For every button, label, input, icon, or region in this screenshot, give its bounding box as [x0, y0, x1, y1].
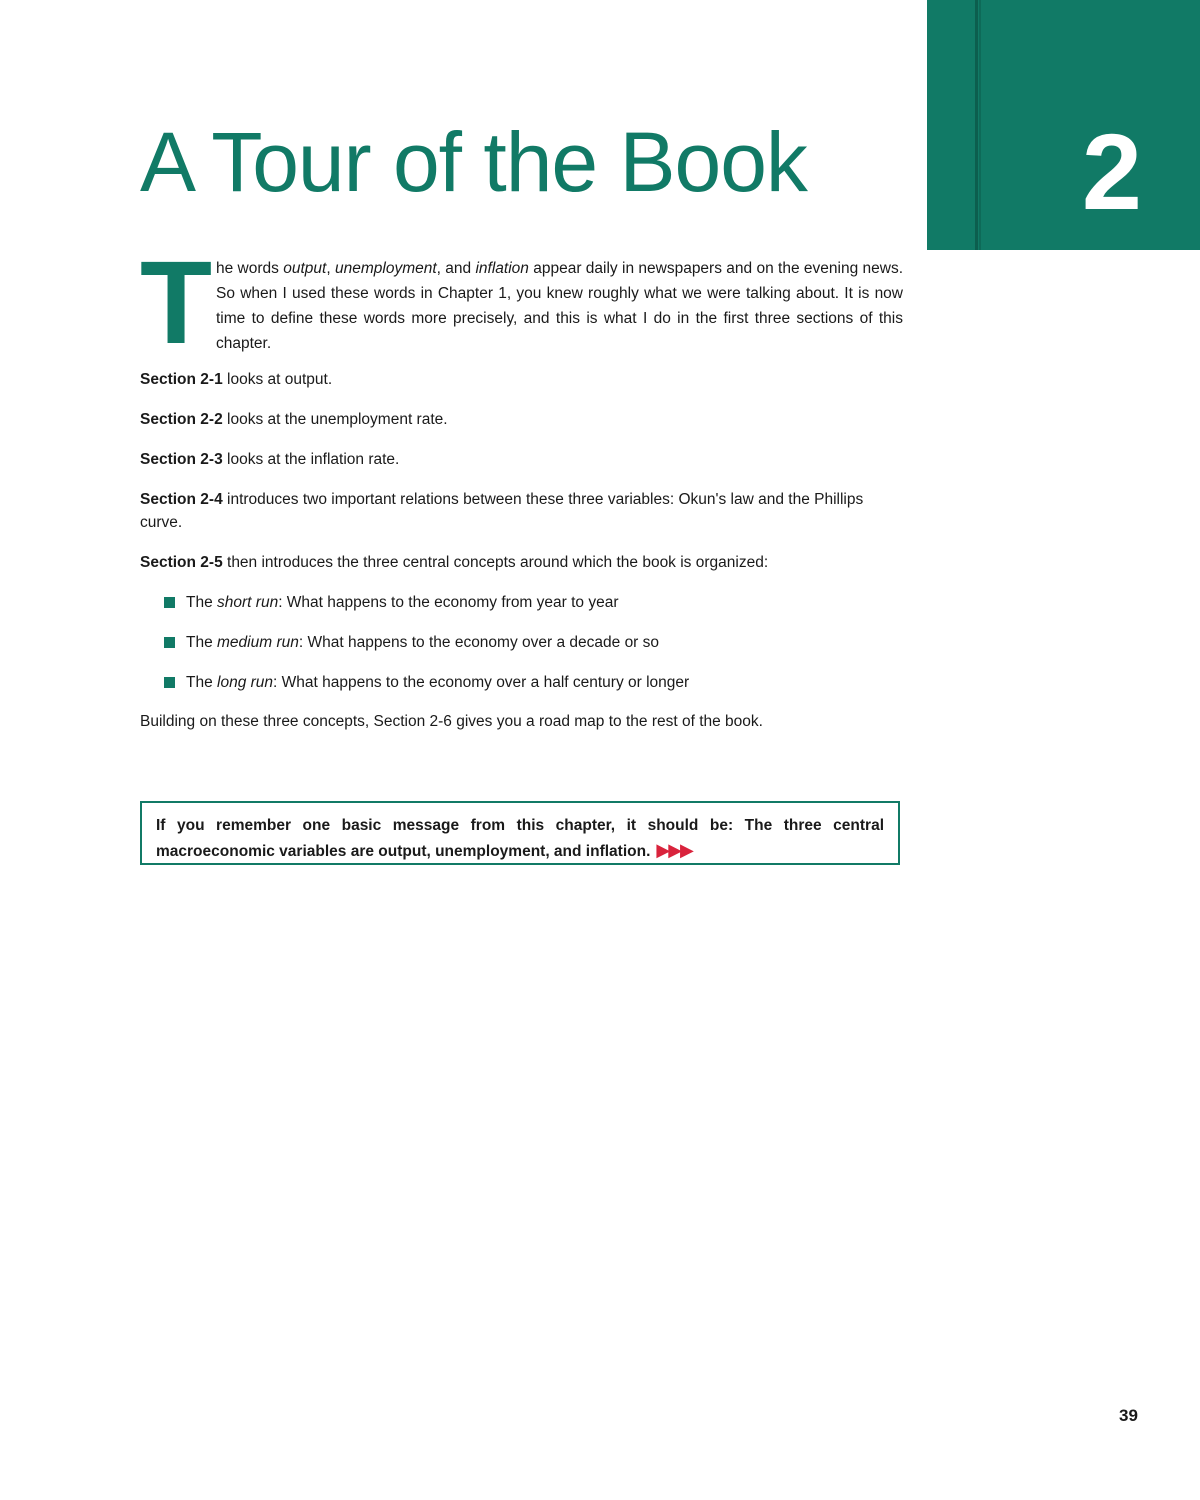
page-number: 39: [1119, 1406, 1138, 1425]
intro-text: appear daily in newspapers and on the evening news. So when I used these words in Chapter 1, you knew roughly what we were talking about. It is now time to define these words more precisely, and this is what I do in the first three sections of this chapter.: [216, 260, 904, 352]
concept-text: The: [186, 674, 218, 691]
concept-text: The: [186, 634, 218, 651]
section-label: Section 2-2: [140, 411, 223, 428]
chapter-number: 2: [1081, 111, 1142, 232]
intro-term-inflation: inflation: [475, 260, 529, 277]
tab-stripe: [979, 0, 981, 250]
section-label: Section 2-3: [140, 451, 223, 468]
section-item: [140, 448, 903, 471]
concept-text: : What happens to the economy from year to year: [278, 594, 619, 611]
section-item: [140, 368, 903, 391]
drop-cap: T: [140, 237, 213, 369]
intro-text: he words: [216, 260, 284, 277]
concept-term: medium run: [217, 634, 299, 651]
chapter-title: A Tour of the Book: [140, 115, 807, 209]
concept-term: short run: [217, 594, 279, 611]
section-text: introduces two important relations between these three variables: Okun's law and the Phillips curve.: [140, 491, 864, 531]
bullet-square-icon: [164, 597, 175, 608]
concept-text: The: [186, 594, 218, 611]
intro-text: ,: [326, 260, 335, 277]
triple-arrow-icon: ▶▶▶: [656, 840, 692, 860]
closing-paragraph: Building on these three concepts, Section 2-6 gives you a road map to the rest of the book.: [140, 713, 763, 730]
concept-text: : What happens to the economy over a decade or so: [298, 634, 660, 651]
section-text: looks at output.: [222, 371, 333, 388]
concept-list: [140, 591, 903, 694]
concept-text: : What happens to the economy over a half century or longer: [273, 674, 690, 691]
section-text: looks at the unemployment rate.: [222, 411, 448, 428]
intro-term-unemployment: unemployment: [334, 260, 437, 277]
section-text: then introduces the three central concepts around which the book is organized:: [222, 554, 769, 571]
section-item: [140, 408, 903, 431]
concept-term: long run: [217, 674, 274, 691]
concept-item: [164, 631, 903, 654]
intro-paragraph: [216, 256, 903, 356]
key-message-text: If you remember one basic message from this chapter, it should be: The three central macroeconomic variables are output, unemployment, and inflation.: [156, 817, 884, 860]
section-text: looks at the inflation rate.: [222, 451, 400, 468]
section-label: Section 2-4: [140, 491, 223, 508]
bullet-square-icon: [164, 637, 175, 648]
section-list: [140, 368, 903, 752]
bullet-square-icon: [164, 677, 175, 688]
section-item: [140, 551, 903, 574]
section-label: Section 2-5: [140, 554, 223, 571]
intro-text: , and: [436, 260, 476, 277]
section-item: [140, 488, 903, 534]
intro-block: [140, 237, 904, 369]
intro-term-output: output: [283, 260, 327, 277]
key-message-box: [140, 801, 900, 865]
chapter-tab: [927, 0, 1200, 250]
tab-stripe: [975, 0, 978, 250]
concept-item: [164, 671, 903, 694]
concept-item: [164, 591, 903, 614]
section-label: Section 2-1: [140, 371, 223, 388]
